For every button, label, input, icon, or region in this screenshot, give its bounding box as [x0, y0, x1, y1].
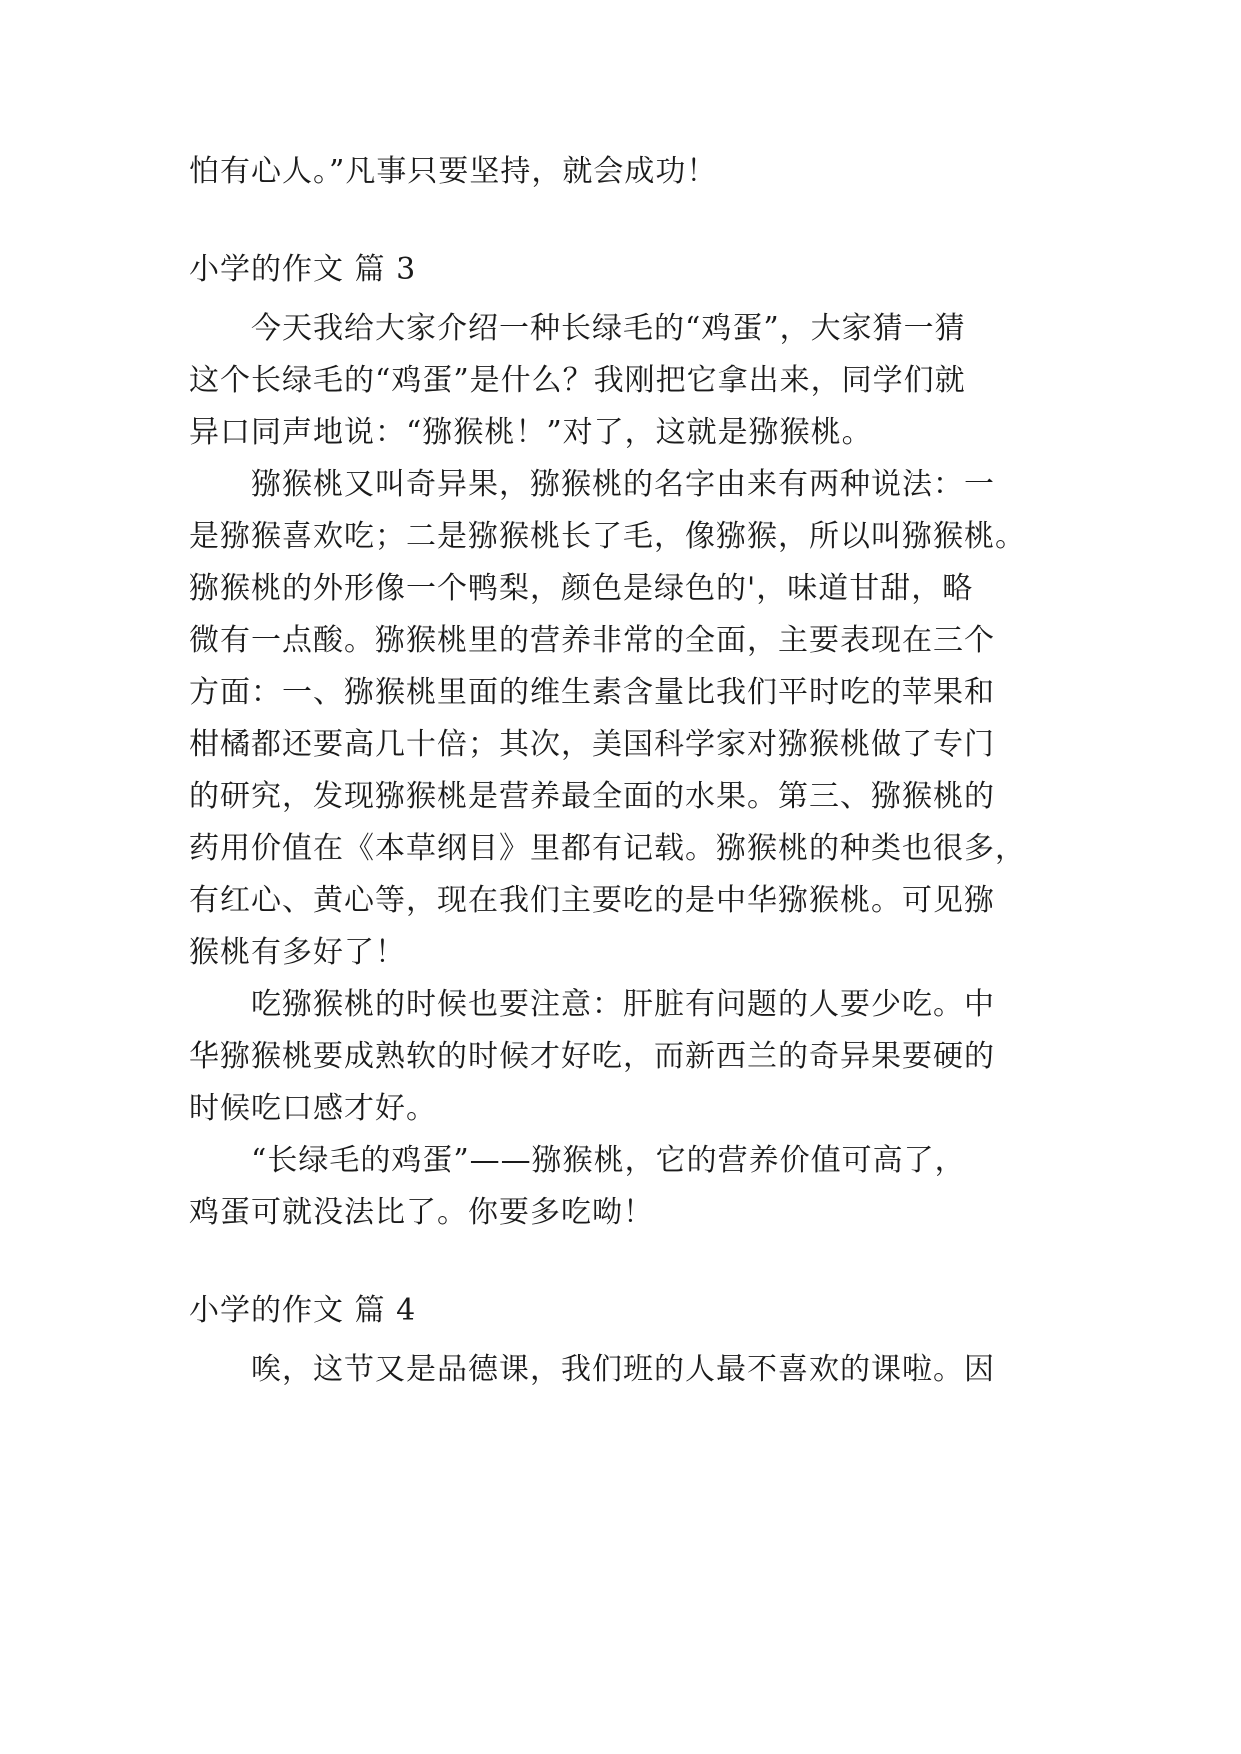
paragraph-line: 唉，这节又是品德课，我们班的人最不喜欢的课啦。因 [189, 1352, 995, 1387]
paragraph-line: 是猕猴喜欢吃；二是猕猴桃长了毛，像猕猴，所以叫猕猴桃。 [189, 519, 1026, 554]
section-heading: 小学的作文 篇 3 [189, 252, 417, 287]
paragraph-line: 异口同声地说：“猕猴桃！”对了，这就是猕猴桃。 [189, 415, 873, 450]
paragraph-line: 怕有心人。”凡事只要坚持，就会成功！ [189, 154, 718, 189]
paragraph-line: 猕猴桃的外形像一个鸭梨，颜色是绿色的'，味道甘甜，略 [189, 571, 974, 606]
paragraph-line: “长绿毛的鸡蛋”——猕猴桃，它的营养价值可高了， [189, 1143, 966, 1178]
paragraph-line: 药用价值在《本草纲目》里都有记载。猕猴桃的种类也很多， [189, 831, 1026, 866]
paragraph-line: 鸡蛋可就没法比了。你要多吃呦！ [189, 1195, 654, 1230]
paragraph-line: 柑橘都还要高几十倍；其次，美国科学家对猕猴桃做了专门 [189, 727, 995, 762]
paragraph-line: 猴桃有多好了！ [189, 935, 406, 970]
paragraph-line: 时候吃口感才好。 [189, 1091, 437, 1126]
paragraph-line: 这个长绿毛的“鸡蛋”是什么？我刚把它拿出来，同学们就 [189, 363, 966, 398]
paragraph-line: 方面：一、猕猴桃里面的维生素含量比我们平时吃的苹果和 [189, 675, 995, 710]
paragraph-line: 今天我给大家介绍一种长绿毛的“鸡蛋”，大家猜一猜 [189, 311, 966, 346]
paragraph-line: 华猕猴桃要成熟软的时候才好吃，而新西兰的奇异果要硬的 [189, 1039, 995, 1074]
section-heading: 小学的作文 篇 4 [189, 1293, 417, 1328]
paragraph-line: 微有一点酸。猕猴桃里的营养非常的全面，主要表现在三个 [189, 623, 995, 658]
paragraph-line: 猕猴桃又叫奇异果，猕猴桃的名字由来有两种说法：一 [189, 467, 995, 502]
paragraph-line: 吃猕猴桃的时候也要注意：肝脏有问题的人要少吃。中 [189, 987, 995, 1022]
paragraph-line: 有红心、黄心等，现在我们主要吃的是中华猕猴桃。可见猕 [189, 883, 995, 918]
paragraph-line: 的研究，发现猕猴桃是营养最全面的水果。第三、猕猴桃的 [189, 779, 995, 814]
